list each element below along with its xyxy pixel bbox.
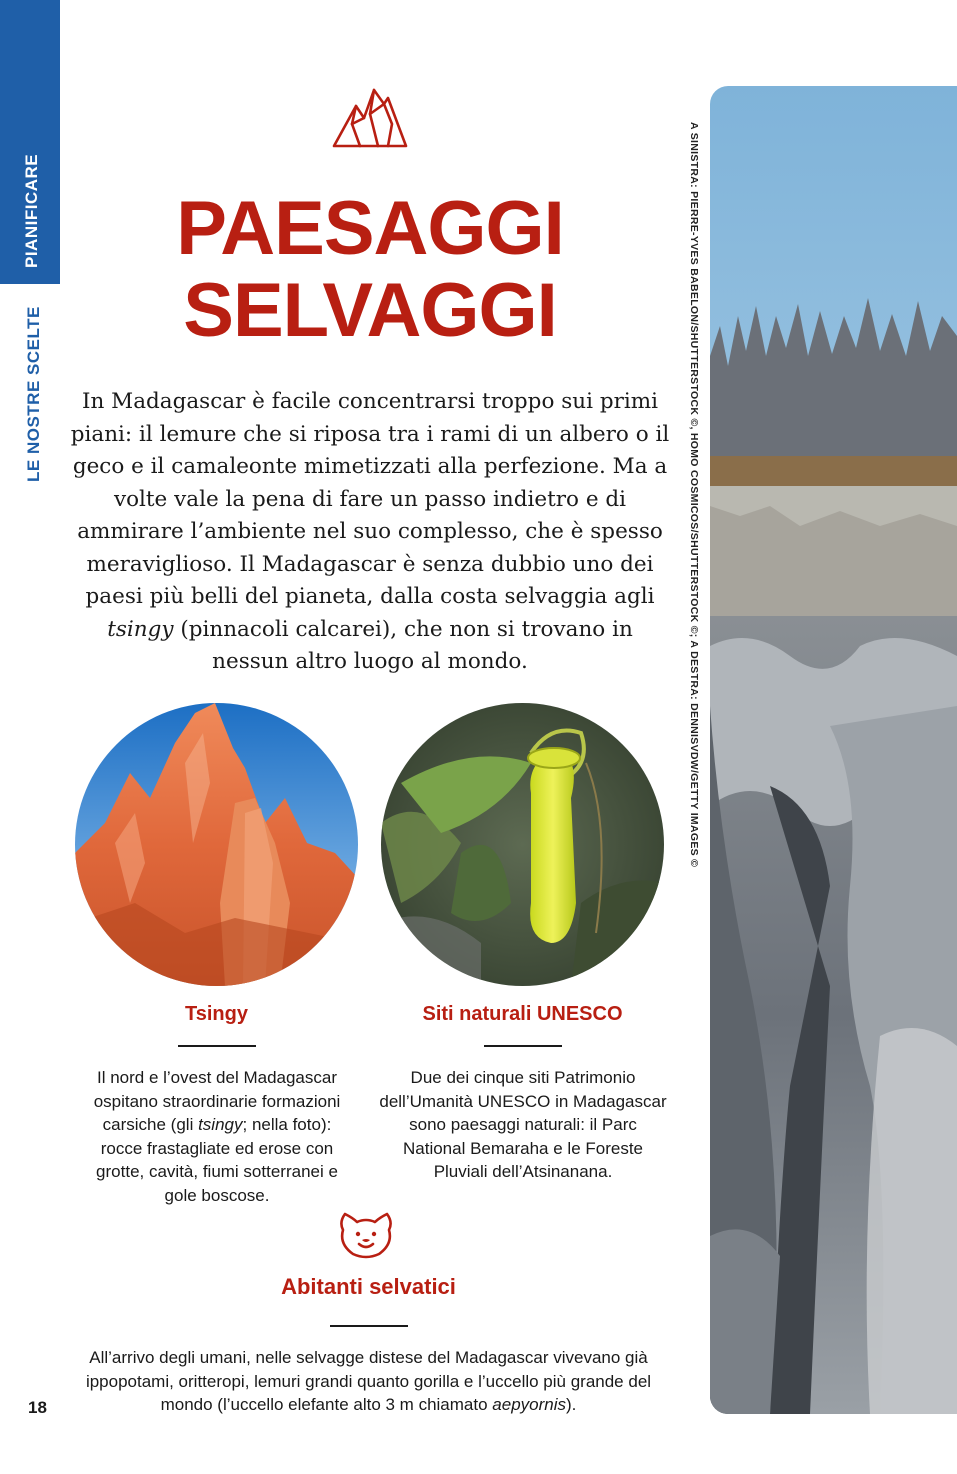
tsingy-landscape-photo: [710, 86, 957, 1414]
page-title: [80, 188, 660, 352]
wildlife-title: Abitanti selvatici: [281, 1274, 456, 1299]
intro-text-2: (pinnacoli calcarei), che non si trovano in nessun altro luogo al mondo.: [173, 616, 633, 674]
sidebar-subsection-label: LE NOSTRE SCELTE: [24, 306, 43, 482]
sidebar-section-label: PIANIFICARE: [22, 153, 41, 268]
intro-italic: tsingy: [107, 616, 174, 642]
card-divider: [484, 1045, 562, 1047]
card-title-tsingy: Tsingy: [185, 1003, 248, 1025]
title-line-1: PAESAGGI: [176, 186, 564, 271]
card-text-italic: tsingy: [198, 1115, 243, 1134]
wildlife-text: [80, 1346, 657, 1417]
lemur-icon: [335, 1208, 397, 1260]
intro-text-1: In Madagascar è facile concentrarsi troppo sui primi piani: il lemure che si riposa tra i rami di un albero o il geco e il camaleonte mimetizzati alla perfezione. Ma a volte vale la pena di fare un passo indietro e di ammirare l’ambiente nel suo complesso, che è spesso meraviglioso. Il Madagascar è senza dubbio uno dei paesi più belli del pianeta, dalla costa selvaggia agli: [70, 389, 670, 609]
wildlife-text-part: All’arrivo degli umani, nelle selvagge distese del Madagascar vivevano già ippopotami, oritteropi, lemuri grandi quanto gorilla e l’uccello più grande del mondo (l’uccello elefante alto 3 m chiamato: [85, 1348, 652, 1414]
card-text-tsingy: [82, 1066, 352, 1207]
photo-credit: A SINISTRA: PIERRE-YVES BABELON/SHUTTERSTOCK ©, HOMO COSMICOS/SHUTTERSTOCK ©; A DESTRA: DENNISVDW/GETTY IMAGES ©: [688, 122, 700, 868]
card-text-part: ; nella foto): rocce frastagliate ed erose con grotte, cavità, fiumi sotterranei e gole boscose.: [96, 1115, 338, 1205]
card-text-part: Il nord e l’ovest del Madagascar ospitano straordinarie formazioni carsiche (gli: [93, 1068, 341, 1134]
page-number: 18: [28, 1398, 47, 1417]
mountain-icon: [330, 84, 410, 152]
title-line-2: SELVAGGI: [183, 268, 557, 353]
pitcher-plant-photo: [381, 703, 664, 986]
wildlife-text-italic: aepyornis: [492, 1395, 566, 1414]
wildlife-divider: [330, 1325, 408, 1327]
card-title-unesco: Siti naturali UNESCO: [422, 1003, 623, 1025]
card-divider: [178, 1045, 256, 1047]
intro-paragraph: [70, 386, 670, 679]
tsingy-photo: [75, 703, 358, 986]
card-text-unesco: Due dei cinque siti Patrimonio dell’Umanità UNESCO in Madagascar sono paesaggi naturali: il Parc National Bemaraha e le Foreste Pluviali dell’Atsinanana.: [379, 1068, 667, 1181]
sidebar-tab: [0, 0, 60, 284]
wildlife-text-part: ).: [566, 1395, 577, 1414]
